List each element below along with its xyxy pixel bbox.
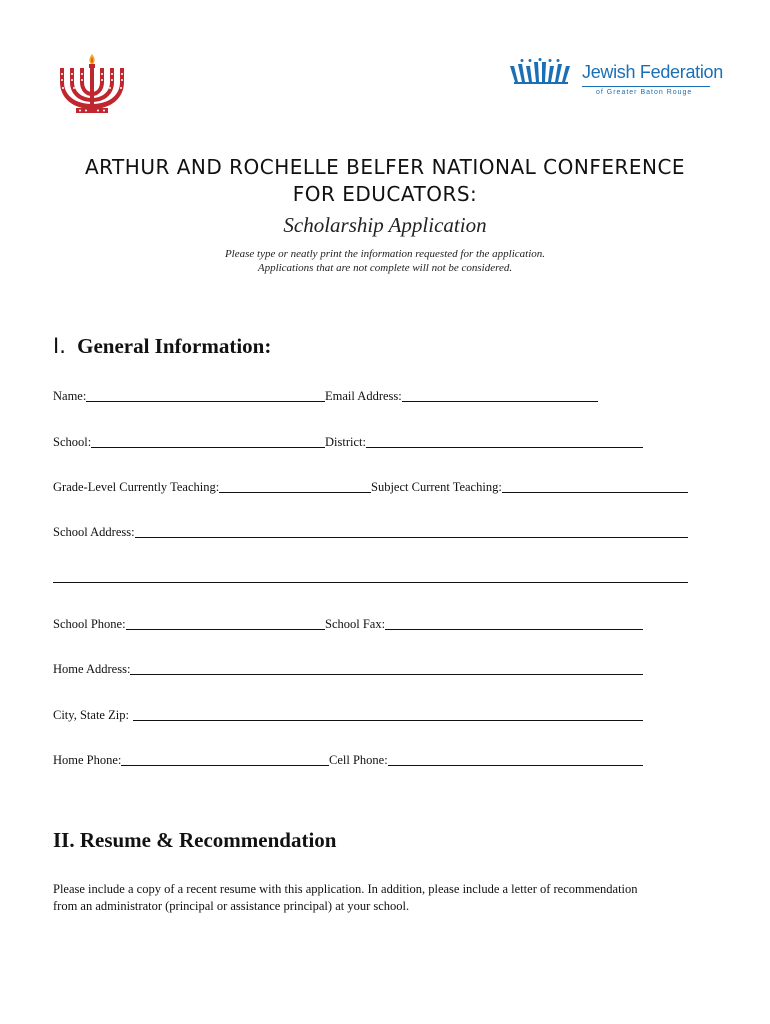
school-address-input-line[interactable] xyxy=(135,525,688,538)
subject-input-line[interactable] xyxy=(502,480,688,493)
section-heading-text: General Information: xyxy=(77,334,272,358)
jewish-federation-tagline: of Greater Baton Rouge xyxy=(596,89,693,96)
school-fax-field[interactable] xyxy=(325,614,643,632)
subject-label: Subject Current Teaching: xyxy=(371,480,502,494)
city-state-zip-input-line[interactable] xyxy=(133,708,643,721)
school-phone-field[interactable] xyxy=(53,614,325,632)
home-address-input-line[interactable] xyxy=(130,662,643,675)
email-input-line[interactable] xyxy=(402,389,598,402)
school-fax-label: School Fax: xyxy=(325,617,386,631)
subject-field[interactable] xyxy=(371,477,688,495)
school-address-label: School Address: xyxy=(53,525,135,539)
district-input-line[interactable] xyxy=(366,435,643,448)
grade-level-field[interactable] xyxy=(53,477,371,495)
district-field[interactable] xyxy=(325,432,643,450)
name-input-line[interactable] xyxy=(86,389,325,402)
jewish-federation-rule xyxy=(582,86,710,87)
school-address-continuation-line[interactable] xyxy=(53,582,688,583)
cell-phone-field[interactable] xyxy=(329,750,643,768)
row-city-state-zip xyxy=(53,705,643,723)
home-phone-label: Home Phone: xyxy=(53,753,122,767)
email-field[interactable] xyxy=(325,386,598,404)
row-home-cell-phone xyxy=(53,750,643,768)
document-subtitle: Scholarship Application xyxy=(283,213,487,237)
row-school-district xyxy=(53,432,643,450)
instructions-line-2: Applications that are not complete will not be considered. xyxy=(257,262,513,274)
title-line-1: ARTHUR AND ROCHELLE BELFER NATIONAL CONFERENCE xyxy=(84,155,686,179)
city-state-zip-label: City, State Zip: xyxy=(53,708,129,722)
instructions-line-1: Please type or neatly print the information requested for the application. xyxy=(224,248,546,260)
district-label: District: xyxy=(325,435,366,449)
school-phone-label: School Phone: xyxy=(53,617,126,631)
cell-phone-input-line[interactable] xyxy=(388,753,643,766)
school-field[interactable] xyxy=(53,432,325,450)
home-phone-input-line[interactable] xyxy=(121,753,329,766)
school-fax-input-line[interactable] xyxy=(385,617,643,630)
row-grade-subject xyxy=(53,477,688,495)
cell-phone-label: Cell Phone: xyxy=(329,753,388,767)
school-address-field[interactable] xyxy=(53,522,688,540)
school-phone-input-line[interactable] xyxy=(126,617,325,630)
section-numeral: I. xyxy=(53,334,66,358)
home-address-field[interactable] xyxy=(53,659,643,677)
email-label: Email Address: xyxy=(325,389,402,403)
row-school-phone-fax xyxy=(53,614,643,632)
school-input-line[interactable] xyxy=(91,435,325,448)
school-label: School: xyxy=(53,435,92,449)
name-label: Name: xyxy=(53,389,87,403)
grade-level-input-line[interactable] xyxy=(219,480,371,493)
jewish-federation-logo xyxy=(508,56,723,100)
row-name-email xyxy=(53,386,598,404)
grade-level-label: Grade-Level Currently Teaching: xyxy=(53,480,220,494)
menorah-logo-icon xyxy=(56,52,128,118)
document-title xyxy=(40,154,730,208)
instructions xyxy=(40,247,730,275)
row-home-address xyxy=(53,659,643,677)
name-field[interactable] xyxy=(53,386,325,404)
section-heading-general-information xyxy=(53,334,271,359)
jewish-federation-logo-icon xyxy=(508,58,580,88)
home-address-label: Home Address: xyxy=(53,662,131,676)
resume-instructions xyxy=(53,881,713,915)
jewish-federation-name: Jewish Federation xyxy=(582,62,723,82)
resume-instructions-line-1: Please include a copy of a recent resume with this application. In addition, please include a letter of recommendation xyxy=(53,882,638,896)
city-state-zip-field[interactable] xyxy=(53,705,643,723)
row-school-address xyxy=(53,522,688,540)
section-heading-resume-recommendation: II. Resume & Recommendation xyxy=(53,828,337,852)
title-line-2: FOR EDUCATORS: xyxy=(292,182,478,206)
resume-instructions-line-2: from an administrator (principal or assistance principal) at your school. xyxy=(53,899,410,913)
home-phone-field[interactable] xyxy=(53,750,329,768)
